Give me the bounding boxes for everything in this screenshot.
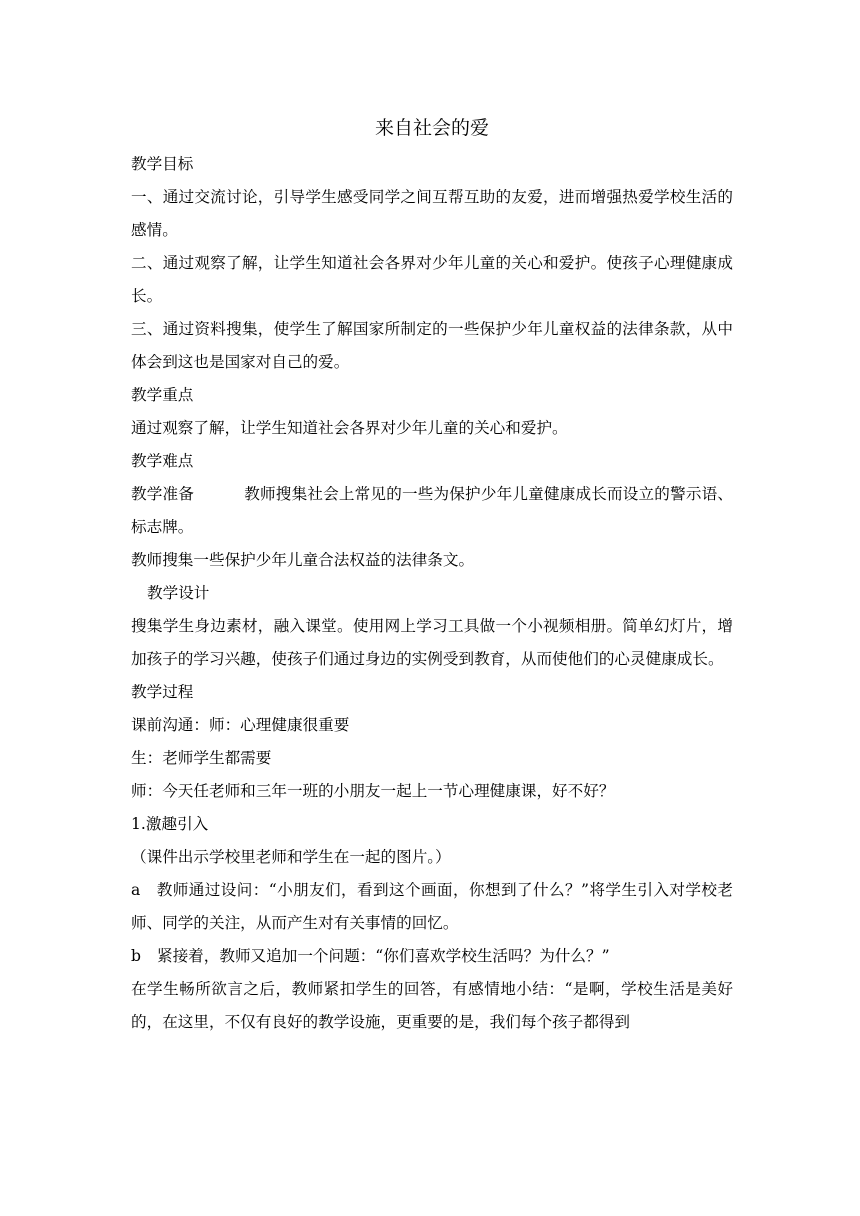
step-a-text: 教师通过设问：“小朋友们，看到这个画面，你想到了什么？”将学生引入对学校老师、同学的关注，从而产生对有关事情的回忆。 bbox=[131, 881, 733, 932]
step-b-text: 紧接着，教师又追加一个问题：“你们喜欢学校生活吗？为什么？” bbox=[156, 947, 610, 965]
document-title: 来自社会的爱 bbox=[374, 117, 489, 139]
heading-key-points: 教学重点 bbox=[131, 386, 194, 404]
courseware-note: （课件出示学校里老师和学生在一起的图片。） bbox=[131, 848, 451, 866]
document-page bbox=[131, 108, 733, 1039]
preparation-text-2: 教师搜集一些保护少年儿童合法权益的法律条文。 bbox=[131, 551, 475, 569]
heading-difficulties: 教学难点 bbox=[131, 452, 194, 470]
objective-1: 一、通过交流讨论，引导学生感受同学之间互帮互助的友爱，进而增强热爱学校生活的感情。 bbox=[131, 188, 733, 239]
objective-3: 三、通过资料搜集，使学生了解国家所制定的一些保护少年儿童权益的法律条款，从中体会到这也是国家对自己的爱。 bbox=[131, 320, 733, 371]
summary-paragraph: 在学生畅所欲言之后，教师紧扣学生的回答，有感情地小结：“是啊，学校生活是美好的，在这里，不仅有良好的教学设施，更重要的是，我们每个孩子都得到 bbox=[131, 980, 733, 1031]
objective-2: 二、通过观察了解，让学生知道社会各界对少年儿童的关心和爱护。使孩子心理健康成长。 bbox=[131, 254, 733, 305]
heading-objectives: 教学目标 bbox=[131, 155, 194, 173]
process-line-2: 生：老师学生都需要 bbox=[131, 749, 272, 767]
design-text: 搜集学生身边素材，融入课堂。使用网上学习工具做一个小视频相册。简单幻灯片，增加孩子的学习兴趣，使孩子们通过身边的实例受到教育，从而使他们的心灵健康成长。 bbox=[131, 617, 733, 668]
process-line-1: 课前沟通：师：心理健康很重要 bbox=[131, 716, 350, 734]
heading-process: 教学过程 bbox=[131, 683, 194, 701]
process-line-3: 师：今天任老师和三年一班的小朋友一起上一节心理健康课，好不好？ bbox=[131, 782, 615, 800]
step-b-paragraph bbox=[131, 940, 733, 973]
preparation-label: 教学准备 bbox=[131, 485, 195, 503]
section-intro-heading: 1.激趣引入 bbox=[131, 815, 209, 833]
step-a-paragraph bbox=[131, 874, 733, 940]
step-a-label: a bbox=[131, 881, 141, 899]
heading-design: 教学设计 bbox=[147, 584, 210, 602]
step-b-label: b bbox=[131, 947, 141, 965]
key-points-text: 通过观察了解，让学生知道社会各界对少年儿童的关心和爱护。 bbox=[131, 419, 568, 437]
preparation-text: 教师搜集社会上常见的一些为保护少年儿童健康成长而设立的警示语、标志牌。 bbox=[131, 485, 733, 536]
preparation-paragraph bbox=[131, 478, 733, 544]
